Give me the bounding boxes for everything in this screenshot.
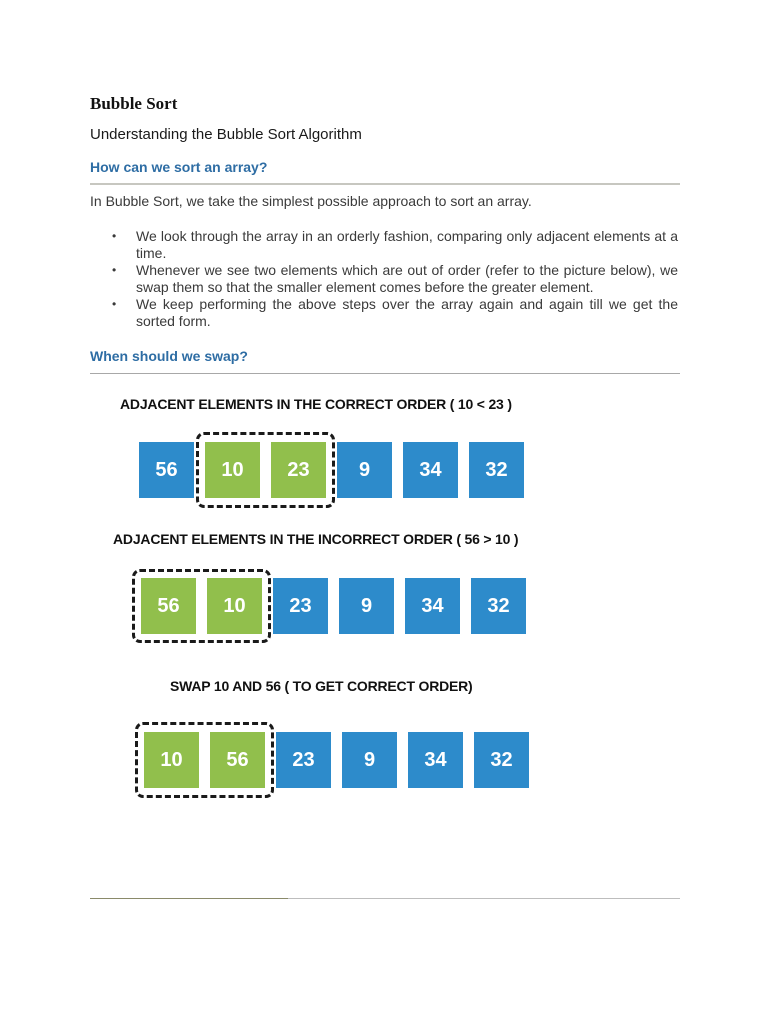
array-element-box: 34 bbox=[408, 732, 463, 788]
diagram-label-incorrect-order: ADJACENT ELEMENTS IN THE INCORRECT ORDER ( 56 > 10 ) bbox=[113, 531, 519, 547]
array-element-box: 10 bbox=[207, 578, 262, 634]
array-element-box: 9 bbox=[342, 732, 397, 788]
array-element-box: 9 bbox=[339, 578, 394, 634]
array-element-box: 34 bbox=[403, 442, 458, 498]
array-element-box: 23 bbox=[271, 442, 326, 498]
list-item bbox=[108, 296, 678, 330]
comparison-highlight-outline bbox=[132, 569, 271, 643]
array-element-box: 32 bbox=[469, 442, 524, 498]
list-item-text: Whenever we see two elements which are out of order (refer to the picture below), we swap them so that the smaller element comes before the greater element. bbox=[136, 262, 678, 295]
array-element-box: 56 bbox=[141, 578, 196, 634]
bullet-list bbox=[108, 228, 678, 330]
intro-paragraph: In Bubble Sort, we take the simplest possible approach to sort an array. bbox=[90, 193, 532, 209]
array-element-box: 34 bbox=[405, 578, 460, 634]
array-element-box: 9 bbox=[337, 442, 392, 498]
bullet-icon: • bbox=[112, 229, 117, 243]
array-element-box: 56 bbox=[139, 442, 194, 498]
diagram-label-correct-order: ADJACENT ELEMENTS IN THE CORRECT ORDER ( 10 < 23 ) bbox=[120, 396, 512, 412]
section-divider bbox=[90, 373, 680, 374]
section-heading-when-swap: When should we swap? bbox=[90, 348, 248, 364]
bullet-icon: • bbox=[112, 263, 117, 277]
list-item-text: We look through the array in an orderly fashion, comparing only adjacent elements at a time. bbox=[136, 228, 678, 261]
document-subtitle: Understanding the Bubble Sort Algorithm bbox=[90, 126, 362, 143]
comparison-highlight-outline bbox=[196, 432, 335, 508]
array-element-box: 10 bbox=[144, 732, 199, 788]
bullet-icon: • bbox=[112, 297, 117, 311]
array-element-box: 56 bbox=[210, 732, 265, 788]
section-heading-sort-array: How can we sort an array? bbox=[90, 159, 268, 175]
list-item bbox=[108, 228, 678, 262]
array-element-box: 23 bbox=[276, 732, 331, 788]
section-divider bbox=[90, 183, 680, 185]
list-item bbox=[108, 262, 678, 296]
array-element-box: 32 bbox=[471, 578, 526, 634]
array-element-box: 23 bbox=[273, 578, 328, 634]
array-element-box: 10 bbox=[205, 442, 260, 498]
list-item-text: We keep performing the above steps over the array again and again till we get the sorted form. bbox=[136, 296, 678, 329]
document-title: Bubble Sort bbox=[90, 94, 178, 113]
array-element-box: 32 bbox=[474, 732, 529, 788]
comparison-highlight-outline bbox=[135, 722, 274, 798]
footer-divider-accent bbox=[90, 898, 288, 899]
diagram-label-swap: SWAP 10 AND 56 ( TO GET CORRECT ORDER) bbox=[170, 678, 473, 694]
